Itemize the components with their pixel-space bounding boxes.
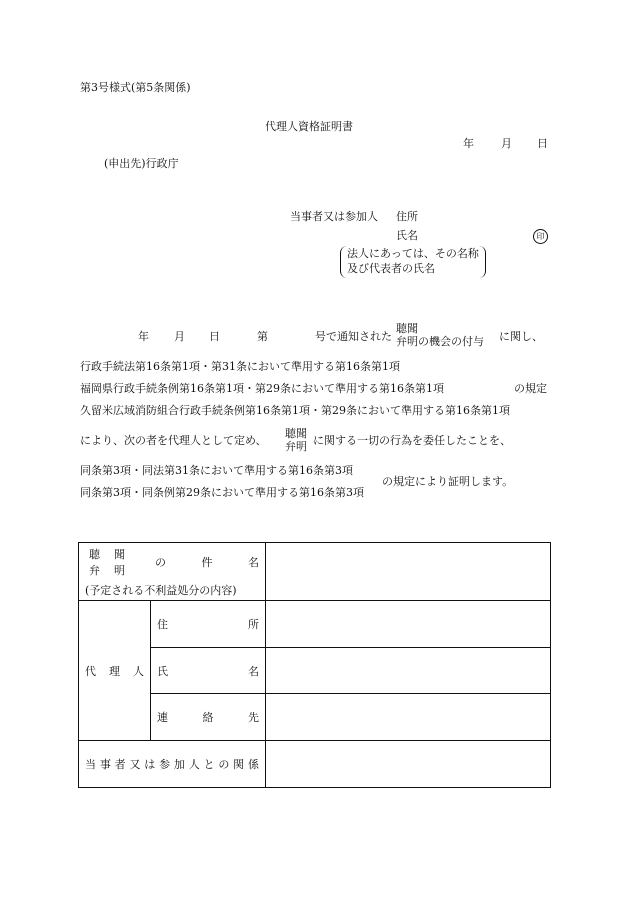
contact-label-char: 連 [157,711,168,724]
form-number: 第3号様式(第5条関係) [80,81,191,94]
notice-day-label: 日 [209,330,220,343]
agent-info-table [78,542,551,788]
name-value-cell[interactable] [266,648,551,694]
hearing-options [396,322,484,348]
agent-address-row [79,601,551,648]
hearing-short-option: 聴聞 [285,427,307,440]
relation-char: 係 [247,758,259,771]
applicant-name-label: 氏名 [396,229,418,242]
case-value-cell[interactable] [266,543,551,601]
case-label-char: 件 [201,555,213,569]
corporate-note [340,246,486,278]
contact-label-cell [151,694,266,741]
contact-label-char: 先 [248,711,259,724]
case-label [137,554,259,570]
address-label-cell [151,601,266,648]
regarding-text: に関し、 [499,330,543,343]
case-hearing-char: 聞 [114,547,125,561]
hearing-short-option: 弁明 [285,440,307,454]
case-label-char: の [155,555,166,569]
corporate-note-line: 及び代表者の氏名 [347,261,435,275]
relation-char: 人 [188,758,200,771]
date-year-label: 年 [463,137,474,150]
agent-label-char: 人 [133,664,144,678]
address-value-cell[interactable] [266,601,551,648]
delegate-text: に関する一切の行為を委任したことを、 [313,434,511,447]
relation-char: の [218,758,230,771]
date-day-label: 日 [537,137,548,150]
agent-label-cell [79,601,151,741]
hearing-option: 弁明の機会の付与 [396,335,484,349]
relation-label [85,756,259,772]
notice-number-prefix: 第 [257,330,268,343]
case-explanation-char: 明 [114,563,125,577]
contact-label-char: 絡 [202,711,214,724]
relation-char: 参 [159,758,171,771]
relation-char: は [144,758,156,771]
relation-value-cell[interactable] [266,741,551,788]
relation-row [79,741,551,788]
name-label-char: 氏 [157,664,168,678]
appoint-text: により、次の者を代理人として定め、 [80,434,267,447]
relation-char: 加 [173,758,185,771]
applicant-role: 当事者又は参加人 [290,210,378,223]
case-label-char: 名 [248,555,259,569]
notice-year-label: 年 [138,330,149,343]
law-ref-1: 行政手続法第16条第1項・第31条において準用する第16条第1項 [80,360,400,373]
name-label-char: 名 [248,664,259,678]
applicant-address-label: 住所 [396,210,418,223]
notice-month-label: 月 [174,330,185,343]
provision-suffix: の規定 [514,382,547,395]
relation-char: と [203,758,215,771]
relation-char: 者 [114,758,126,771]
case-note: (予定される不利益処分の内容) [85,583,237,597]
hearing-option: 聴聞 [396,322,418,335]
case-explanation-char: 弁 [89,563,100,577]
case-label-cell [79,543,266,601]
agent-label-char: 代 [85,664,96,678]
law-ref-3: 久留米広域消防組合行政手続条例第16条第1項・第29条において準用する第16条第1項 [80,404,510,417]
seal-mark: 印 [533,229,548,244]
case-hearing-char: 聴 [89,547,100,561]
notice-number-suffix: 号で通知された [315,330,392,343]
corporate-note-line: 法人にあっては、その名称 [347,247,479,260]
relation-char: 事 [99,758,111,771]
same-ref-2: 同条第3項・同条例第29条において準用する第16条第3項 [80,486,364,499]
address-label-char: 住 [157,618,168,631]
relation-char: 又 [129,758,141,771]
relation-label-cell [79,741,266,788]
law-ref-2: 福岡県行政手続条例第16条第1項・第29条において準用する第16条第1項 [80,382,444,395]
certify-text: の規定により証明します。 [382,475,514,488]
date-month-label: 月 [501,137,512,150]
relation-char: 当 [85,758,96,771]
case-row [79,543,551,601]
recipient: (申出先)行政庁 [104,157,179,170]
agent-label-char: 理 [109,664,120,678]
name-label-cell [151,648,266,694]
same-ref-1: 同条第3項・同法第31条において準用する第16条第3項 [80,464,353,477]
case-type-stack [85,546,137,578]
hearing-short-options [285,427,307,453]
document-title: 代理人資格証明書 [265,120,353,133]
contact-value-cell[interactable] [266,694,551,741]
relation-char: 関 [233,758,245,771]
address-label-char: 所 [248,618,259,631]
